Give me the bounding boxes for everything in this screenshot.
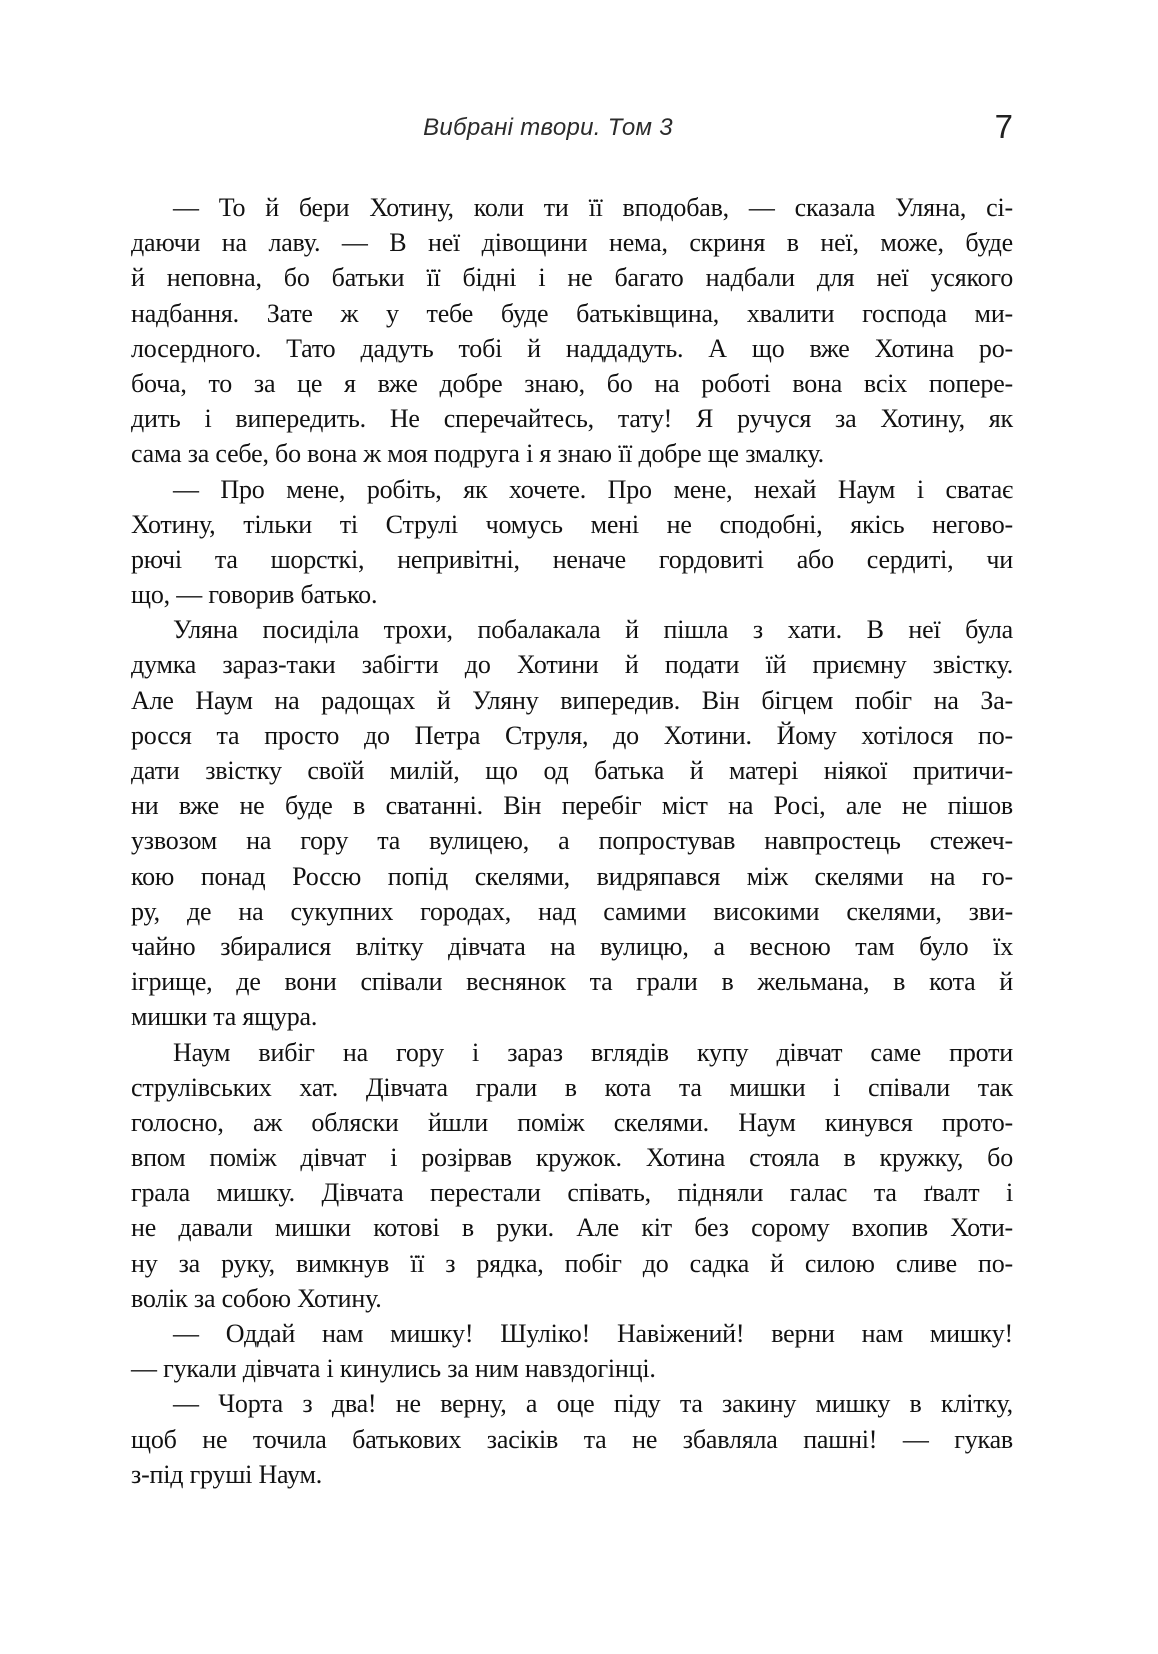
text-line: надбання. Зате ж у тебе буде батьківщина, хвалити господа ми- [131, 298, 1013, 328]
text-line: — Про мене, робіть, як хочете. Про мене, нехай Наум і сватає [173, 474, 1013, 504]
text-line: Але Наум на радощах й Уляну випередив. Він бігцем побіг на За- [131, 685, 1013, 715]
text-line: волік за собою Хотину. [131, 1283, 382, 1313]
text-line: мишки та ящура. [131, 1002, 318, 1032]
text-line: узвозом на гору та вулицею, а попростував навпростець стежеч- [131, 826, 1013, 856]
running-header [131, 108, 1013, 154]
text-line: грала мишку. Дівчата перестали співать, підняли галас та ґвалт і [131, 1178, 1013, 1208]
text-line: — Чорта з два! не верну, а оце піду та закину мишку в клітку, [173, 1389, 1013, 1419]
text-line: Хотину, тільки ті Струлі чомусь мені не сподобні, якісь негово- [131, 509, 1013, 539]
text-line: кою понад Россю попід скелями, видряпався між скелями на го- [131, 861, 1013, 891]
text-line: боча, то за це я вже добре знаю, бо на роботі вона всіх попере- [131, 368, 1013, 398]
text-line: чайно збиралися влітку дівчата на вулицю, а весною там було їх [131, 931, 1013, 961]
text-line: струлівських хат. Дівчата грали в кота та мишки і співали так [131, 1072, 1013, 1102]
text-line: рючі та шорсткі, непривітні, неначе гордовиті або сердиті, чи [131, 544, 1013, 574]
text-line: думка зараз-таки забігти до Хотини й подати їй приємну звістку. [131, 650, 1013, 680]
text-line: з-під груші Наум. [131, 1459, 323, 1489]
text-line: сама за себе, бо вона ж моя подруга і я знаю її добре ще змалку. [131, 439, 824, 469]
text-line: дить і випередить. Не сперечайтесь, тату! Я ручуся за Хотину, як [131, 404, 1013, 434]
text-line: впом поміж дівчат і розірвав кружок. Хотина стояла в кружку, бо [131, 1143, 1013, 1173]
text-line: ігрище, де вони співали веснянок та грали в жельмана, в кота й [131, 967, 1013, 997]
text-line: щоб не точила батькових засіків та не збавляла пашні! — гукав [131, 1424, 1013, 1454]
text-line: лосердного. Тато дадуть тобі й наддадуть. А що вже Хотина ро- [131, 333, 1013, 363]
text-line: не давали мишки котові в руки. Але кіт без сорому вхопив Хоти- [131, 1213, 1013, 1243]
text-line: й неповна, бо батьки її бідні і не багато надбали для неї усякого [131, 263, 1013, 293]
page-number: 7 [994, 108, 1013, 145]
text-line: ру, де на сукупних городах, над самими високими скелями, зви- [131, 896, 1013, 926]
text-line: — То й бери Хотину, коли ти її вподобав, — сказала Уляна, сі- [173, 193, 1013, 222]
text-line: голосно, аж обляски йшли поміж скелями. Наум кинувся прото- [131, 1107, 1013, 1137]
text-line: росся та просто до Петра Струля, до Хотини. Йому хотілося по- [131, 720, 1013, 750]
text-line: що, — говорив батько. [131, 580, 378, 610]
text-line: ну за руку, вимкнув її з рядка, побіг до садка й силою сливе по- [131, 1248, 1013, 1278]
text-line: — Оддай нам мишку! Шуліко! Навіжений! верни нам мишку! [173, 1319, 1013, 1348]
text-line: Уляна посиділа трохи, побалакала й пішла з хати. В неї була [173, 615, 1013, 645]
text-line: даючи на лаву. — В неї дівощини нема, скриня в неї, може, буде [131, 228, 1013, 258]
text-line: ни вже не буде в сватанні. Він перебіг міст на Росі, але не пішов [131, 791, 1013, 821]
text-line: Наум вибіг на гору і зараз вглядів купу дівчат саме проти [173, 1037, 1013, 1067]
body-text [131, 190, 1013, 1492]
text-line: дати звістку своїй милій, що од батька й матері ніякої притичи- [131, 756, 1013, 785]
text-line: — гукали дівчата і кинулись за ним навздогінці. [131, 1354, 656, 1384]
running-title: Вибрані твори. Том 3 [423, 114, 673, 141]
